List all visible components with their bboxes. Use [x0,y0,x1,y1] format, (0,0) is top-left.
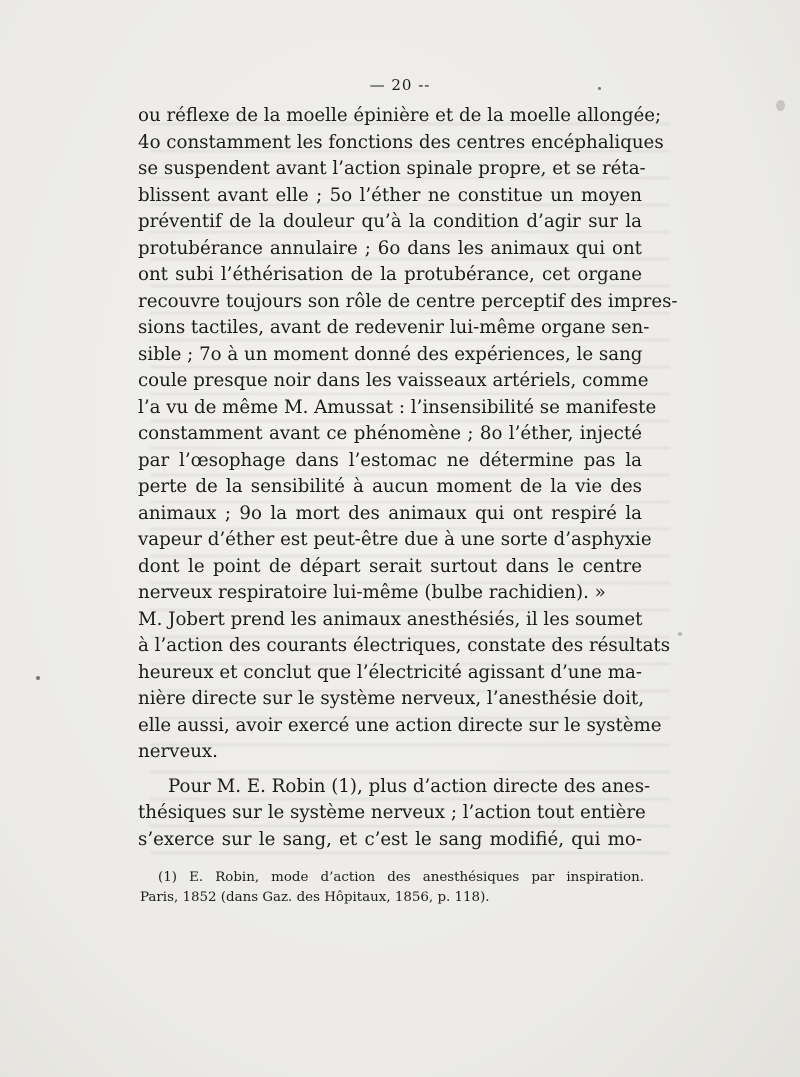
text-line: M. Jobert prend les animaux anesthésiés, il les soumet [138,608,643,630]
text-line: à l’action des courants électriques, constate des résultats [138,635,671,656]
text-line: protubérance annulaire ; 6o dans les animaux qui ont [138,237,642,259]
text-line: préventif de la douleur qu’à la condition d’agir sur la [138,211,642,232]
text-line: constamment avant ce phénomène ; 8o l’éther, injecté [138,423,642,444]
text-line: perte de la sensibilité à aucun moment de la vie des [138,476,642,497]
text-line: sions tactiles, avant de redevenir lui-même organe sen- [138,317,650,338]
text-line: dont le point de départ serait surtout dans le centre [138,555,642,577]
text-line: s’exerce sur le sang, et c’est le sang modifié, qui mo- [138,828,642,850]
text-line: ou réflexe de la moelle épinière et de la moelle allongée; [138,105,662,126]
paragraph-gap [138,766,642,774]
paragraph-2 [138,607,671,766]
text-line: recouvre toujours son rôle de centre perceptif des impres- [138,290,678,312]
footnote-line: (1) E. Robin, mode d’action des anesthésiques par inspiration. [158,870,644,885]
paper-speck [678,632,682,636]
text-line: thésiques sur le système nerveux ; l’action tout entière [138,802,646,823]
paragraph-3 [138,774,651,854]
text-line: elle aussi, avoir exercé une action directe sur le système [138,714,662,736]
text-line: nerveux respiratoire lui-même (bulbe rachidien). » [138,582,606,603]
text-line: l’a vu de même M. Amussat : l’insensibilité se manifeste [138,396,657,418]
text-line: ont subi l’éthérisation de la protubérance, cet organe [138,264,642,285]
text-line: 4o constamment les fonctions des centres encéphaliques [138,131,664,153]
text-line: animaux ; 9o la mort des animaux qui ont respiré la [138,502,642,524]
text-line: nière directe sur le système nerveux, l’anesthésie doit, [138,688,645,709]
paper-speck [776,100,785,111]
footnote [140,868,644,908]
page-number: — 20 -- [369,76,431,94]
paper-speck [36,676,40,680]
text-line: se suspendent avant l’action spinale propre, et se réta- [138,158,646,179]
paper-speck [598,87,601,90]
text-line: par l’œsophage dans l’estomac ne détermine pas la [138,449,642,471]
text-line: coule presque noir dans les vaisseaux artériels, comme [138,370,649,391]
paragraph-1 [138,103,678,607]
body-text [138,103,678,853]
text-line: vapeur d’éther est peut-être due à une sorte d’asphyxie [138,529,652,550]
text-line: Pour M. E. Robin (1), plus d’action directe des anes- [168,775,651,797]
text-line: heureux et conclut que l’électricité agissant d’une ma- [138,661,642,683]
text-line: blissent avant elle ; 5o l’éther ne constitue un moyen [138,184,642,206]
footnote-line: Paris, 1852 (dans Gaz. des Hôpitaux, 1856, p. 118). [140,890,490,905]
text-line: nerveux. [138,741,218,762]
text-line: sible ; 7o à un moment donné des expériences, le sang [138,343,643,365]
